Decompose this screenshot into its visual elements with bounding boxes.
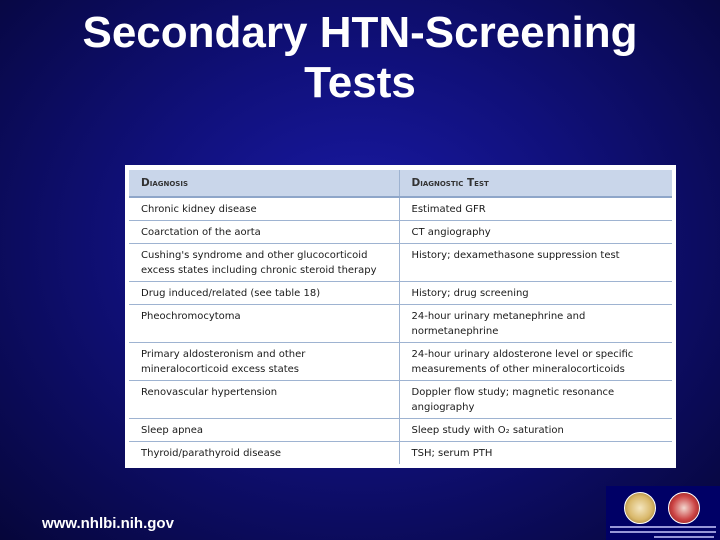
table-row <box>129 419 672 442</box>
table-row <box>129 442 672 465</box>
table-row <box>129 282 672 305</box>
diagnosis-cell: Renovascular hypertension <box>129 381 399 419</box>
table-row <box>129 221 672 244</box>
test-cell: Sleep study with O₂ saturation <box>399 419 672 442</box>
diagnosis-cell: Cushing's syndrome and other glucocorticoid excess states including chronic steroid therapy <box>129 244 399 282</box>
seal-left-icon <box>624 492 656 524</box>
diagnosis-cell: Coarctation of the aorta <box>129 221 399 244</box>
title-line-1: Secondary HTN-Screening <box>82 8 638 57</box>
header-diagnostic-test: Diagnostic Test <box>399 170 672 197</box>
logo-caption-line <box>654 536 714 538</box>
diagnosis-cell: Pheochromocytoma <box>129 305 399 343</box>
table-row <box>129 305 672 343</box>
diagnosis-cell: Primary aldosteronism and other mineralocorticoid excess states <box>129 343 399 381</box>
header-diagnosis: Diagnosis <box>129 170 399 197</box>
test-cell: 24-hour urinary metanephrine and normetanephrine <box>399 305 672 343</box>
logo-caption-line <box>610 526 716 528</box>
test-cell: TSH; serum PTH <box>411 448 493 459</box>
test-cell: History; drug screening <box>399 282 672 305</box>
test-cell: History; dexamethasone suppression test <box>399 244 672 282</box>
table-row <box>129 244 672 282</box>
footer-url: www.nhlbi.nih.gov <box>42 515 174 532</box>
test-cell: CT angiography <box>399 221 672 244</box>
logo-caption-line <box>610 531 716 533</box>
diagnosis-cell: Thyroid/parathyroid disease <box>129 442 399 465</box>
test-cell: 24-hour urinary aldosterone level or specific measurements of other mineralocorticoids <box>399 343 672 381</box>
screening-table <box>129 170 672 464</box>
diagnosis-cell: Chronic kidney disease <box>129 197 399 221</box>
institution-logos <box>606 486 720 540</box>
test-cell: Estimated GFR <box>399 197 672 221</box>
diagnosis-cell: Drug induced/related (see table 18) <box>129 282 399 305</box>
seal-right-icon <box>668 492 700 524</box>
screening-table-panel <box>125 165 676 468</box>
slide-title <box>0 8 720 108</box>
diagnosis-cell: Sleep apnea <box>129 419 399 442</box>
title-line-2: Tests <box>304 58 416 107</box>
test-cell: Doppler flow study; magnetic resonance angiography <box>399 381 672 419</box>
table-row <box>129 343 672 381</box>
table-header-row <box>129 170 672 197</box>
table-row <box>129 381 672 419</box>
table-row <box>129 197 672 221</box>
